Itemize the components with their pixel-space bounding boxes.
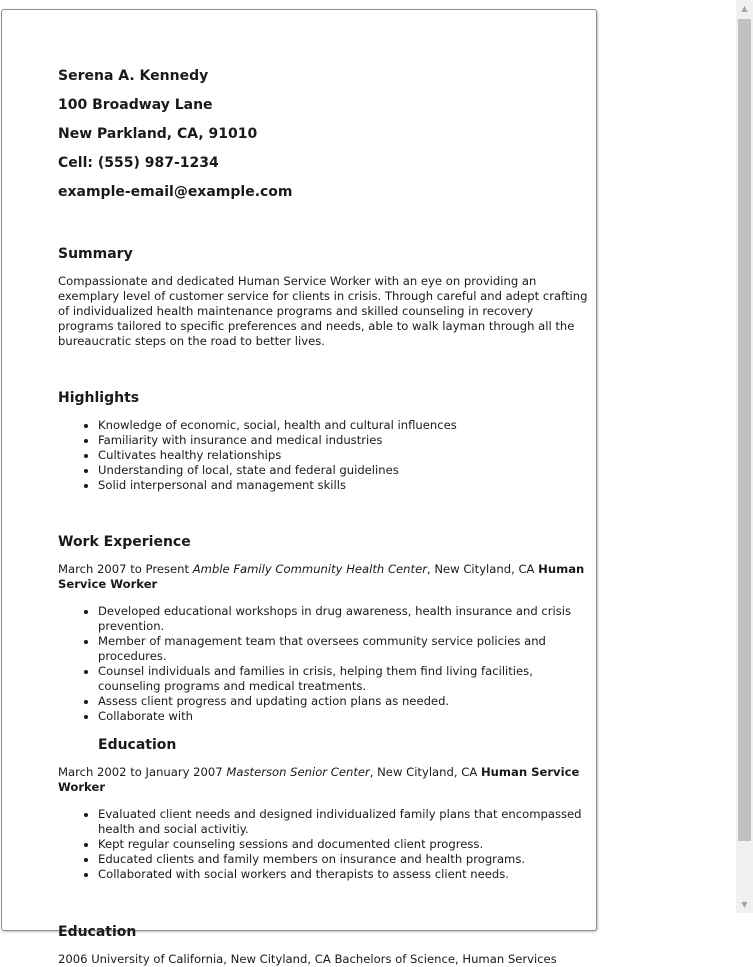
list-item: • Understanding of local, state and federal guidelines xyxy=(98,463,592,478)
vertical-scrollbar[interactable] xyxy=(736,0,753,913)
job-dates: March 2007 to Present xyxy=(58,562,193,576)
job-title: Human Service Worker xyxy=(58,765,580,794)
job-location: , New Cityland, CA xyxy=(369,765,481,779)
resume-content xyxy=(58,62,592,967)
nested-education-title: Education xyxy=(98,737,177,753)
list-item: • Member of management team that oversees community service policies and procedures. xyxy=(98,634,592,664)
education-section xyxy=(58,923,592,967)
work-title: Work Experience xyxy=(58,534,191,550)
list-item: • Collaborated with social workers and therapists to assess client needs. xyxy=(98,867,592,882)
scroll-thumb[interactable] xyxy=(738,19,751,841)
contact-address: 100 Broadway Lane xyxy=(58,97,213,113)
job-duties-list xyxy=(58,807,592,882)
list-item: • Educated clients and family members on insurance and health programs. xyxy=(98,852,592,867)
work-section xyxy=(58,533,592,882)
job-company: Masterson Senior Center xyxy=(226,765,370,779)
job-header xyxy=(58,562,592,592)
job-header xyxy=(58,765,592,795)
scroll-up-arrow-icon[interactable]: ▲ xyxy=(741,4,748,13)
summary-text: Compassionate and dedicated Human Service Worker with an eye on providing an exemplary level of customer service for clients in crisis. Through careful and adept crafting of individualized health maintenance programs and skilled counseling in recovery programs tailored to specific preferences and needs, able to walk layman through all the bureaucratic steps on the road to better lives. xyxy=(58,274,588,348)
job-dates: March 2002 to January 2007 xyxy=(58,765,227,779)
scroll-down-arrow-icon[interactable]: ▼ xyxy=(741,900,748,909)
list-item: • Assess client progress and updating action plans as needed. xyxy=(98,694,592,709)
contact-email: example-email@example.com xyxy=(58,184,293,200)
contact-name: Serena A. Kennedy xyxy=(58,68,209,84)
education-line: 2006 University of California, New Cityland, CA Bachelors of Science, Human Services xyxy=(58,952,557,966)
contact-cell: Cell: (555) 987-1234 xyxy=(58,155,219,171)
summary-title: Summary xyxy=(58,246,133,262)
list-item: • Evaluated client needs and designed individualized family plans that encompassed health and social activitiy. xyxy=(98,807,592,837)
education-title: Education xyxy=(58,924,137,940)
summary-section xyxy=(58,245,592,349)
list-item: • Counsel individuals and families in crisis, helping them find living facilities, counseling programs and medical treatments. xyxy=(98,664,592,694)
job-title: Human Service Worker xyxy=(58,562,585,591)
list-item: • Developed educational workshops in drug awareness, health insurance and crisis prevention. xyxy=(98,604,592,634)
highlights-title: Highlights xyxy=(58,390,140,406)
job-location: , New Cityland, CA xyxy=(426,562,539,576)
contact-city: New Parkland, CA, 91010 xyxy=(58,126,258,142)
list-item: • Solid interpersonal and management skills xyxy=(98,478,592,493)
contact-block xyxy=(58,62,592,207)
list-item: • Familiarity with insurance and medical industries xyxy=(98,433,592,448)
highlights-section xyxy=(58,389,592,493)
highlights-list xyxy=(58,418,592,493)
list-item: • Cultivates healthy relationships xyxy=(98,448,592,463)
job-company: Amble Family Community Health Center xyxy=(192,562,427,576)
list-item: • Kept regular counseling sessions and documented client progress. xyxy=(98,837,592,852)
list-item: • Knowledge of economic, social, health and cultural influences xyxy=(98,418,592,433)
resume-page xyxy=(1,9,597,966)
list-item: • Collaborate with xyxy=(98,709,592,724)
job-duties-list xyxy=(58,604,592,724)
